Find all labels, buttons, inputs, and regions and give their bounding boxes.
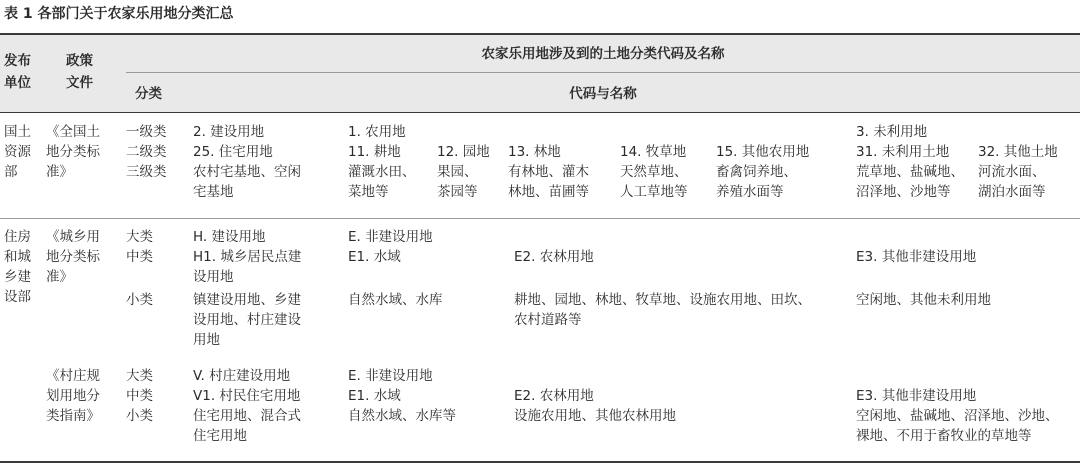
header-span-title: 农家乐用地涉及到的土地分类代码及名称	[481, 46, 725, 62]
row2-level-small: 小类	[126, 292, 153, 308]
header-publisher: 发布 单位	[4, 53, 31, 91]
row1-department: 国土 资源 部	[4, 124, 31, 180]
row1-agri-head: 1. 农用地	[348, 124, 406, 140]
row2-non-construction: E. 非建设用地 E1. 水域	[348, 229, 433, 265]
row1-construction-land: 2. 建设用地 25. 住宅用地 农村宅基地、空闲 宅基地	[193, 124, 301, 200]
header-code-name: 代码与名称	[569, 86, 637, 102]
row3-agri-forest: E2. 农林用地 设施农用地、其他农林用地	[514, 388, 676, 424]
row1-forest: 13. 林地 有林地、灌木 林地、苗圃等	[508, 144, 589, 200]
row2-agri-forest: E2. 农林用地	[514, 249, 594, 265]
row2-other-small: 空闲地、其他未利用地	[856, 292, 991, 308]
row1-unused-land: 31. 未利用土地 荒草地、盐碱地、 沼泽地、沙地等	[856, 144, 964, 200]
header-bottom-rule	[0, 112, 1080, 113]
row2-agri-forest-small: 耕地、园地、林地、牧草地、设施农用地、田坎、 农村道路等	[514, 292, 811, 328]
row1-arable: 11. 耕地 灌溉水田、 菜地等	[348, 144, 416, 200]
bottom-rule	[0, 461, 1080, 463]
row3-other-non-construction: E3. 其他非建设用地 空闲地、盐碱地、沼泽地、沙地、 裸地、不用于畜牧业的草地等	[856, 388, 1059, 444]
row1-unused-head: 3. 未利用地	[856, 124, 928, 140]
row3-document: 《村庄规 划用地分 类指南》	[46, 368, 100, 424]
row1-document: 《全国土 地分类标 准》	[46, 124, 100, 180]
row2-water-small: 自然水域、水库	[348, 292, 443, 308]
header-policy: 政策 文件	[66, 53, 93, 91]
row1-garden: 12. 园地 果园、 茶园等	[437, 144, 490, 200]
row1-other-land: 32. 其他土地 河流水面、 湖泊水面等	[978, 144, 1058, 200]
row2-construction-small: 镇建设用地、乡建 设用地、村庄建设 用地	[193, 292, 301, 348]
row-divider	[0, 218, 1080, 219]
row2-other-non-construction: E3. 其他非建设用地	[856, 249, 977, 265]
header-category: 分类	[135, 86, 162, 102]
row2-department: 住房 和城 乡建 设部	[4, 229, 31, 305]
row3-village-construction: V. 村庄建设用地 V1. 村民住宅用地 住宅用地、混合式 住宅用地	[193, 368, 301, 444]
top-rule	[0, 33, 1080, 35]
row2-document: 《城乡用 地分类标 准》	[46, 229, 100, 285]
row3-levels: 大类 中类 小类	[126, 368, 153, 424]
row1-pasture: 14. 牧草地 天然草地、 人工草地等	[620, 144, 688, 200]
row3-non-construction: E. 非建设用地 E1. 水域 自然水域、水库等	[348, 368, 456, 424]
row1-other-agri: 15. 其他农用地 畜禽饲养地、 养殖水面等	[716, 144, 810, 200]
header-mid-rule	[126, 72, 1080, 73]
row2-construction-land: H. 建设用地 H1. 城乡居民点建 设用地	[193, 229, 302, 285]
row2-levels: 大类 中类	[126, 229, 153, 265]
row1-levels: 一级类 二级类 三级类	[126, 124, 167, 180]
table-caption: 表 1 各部门关于农家乐用地分类汇总	[4, 6, 234, 22]
